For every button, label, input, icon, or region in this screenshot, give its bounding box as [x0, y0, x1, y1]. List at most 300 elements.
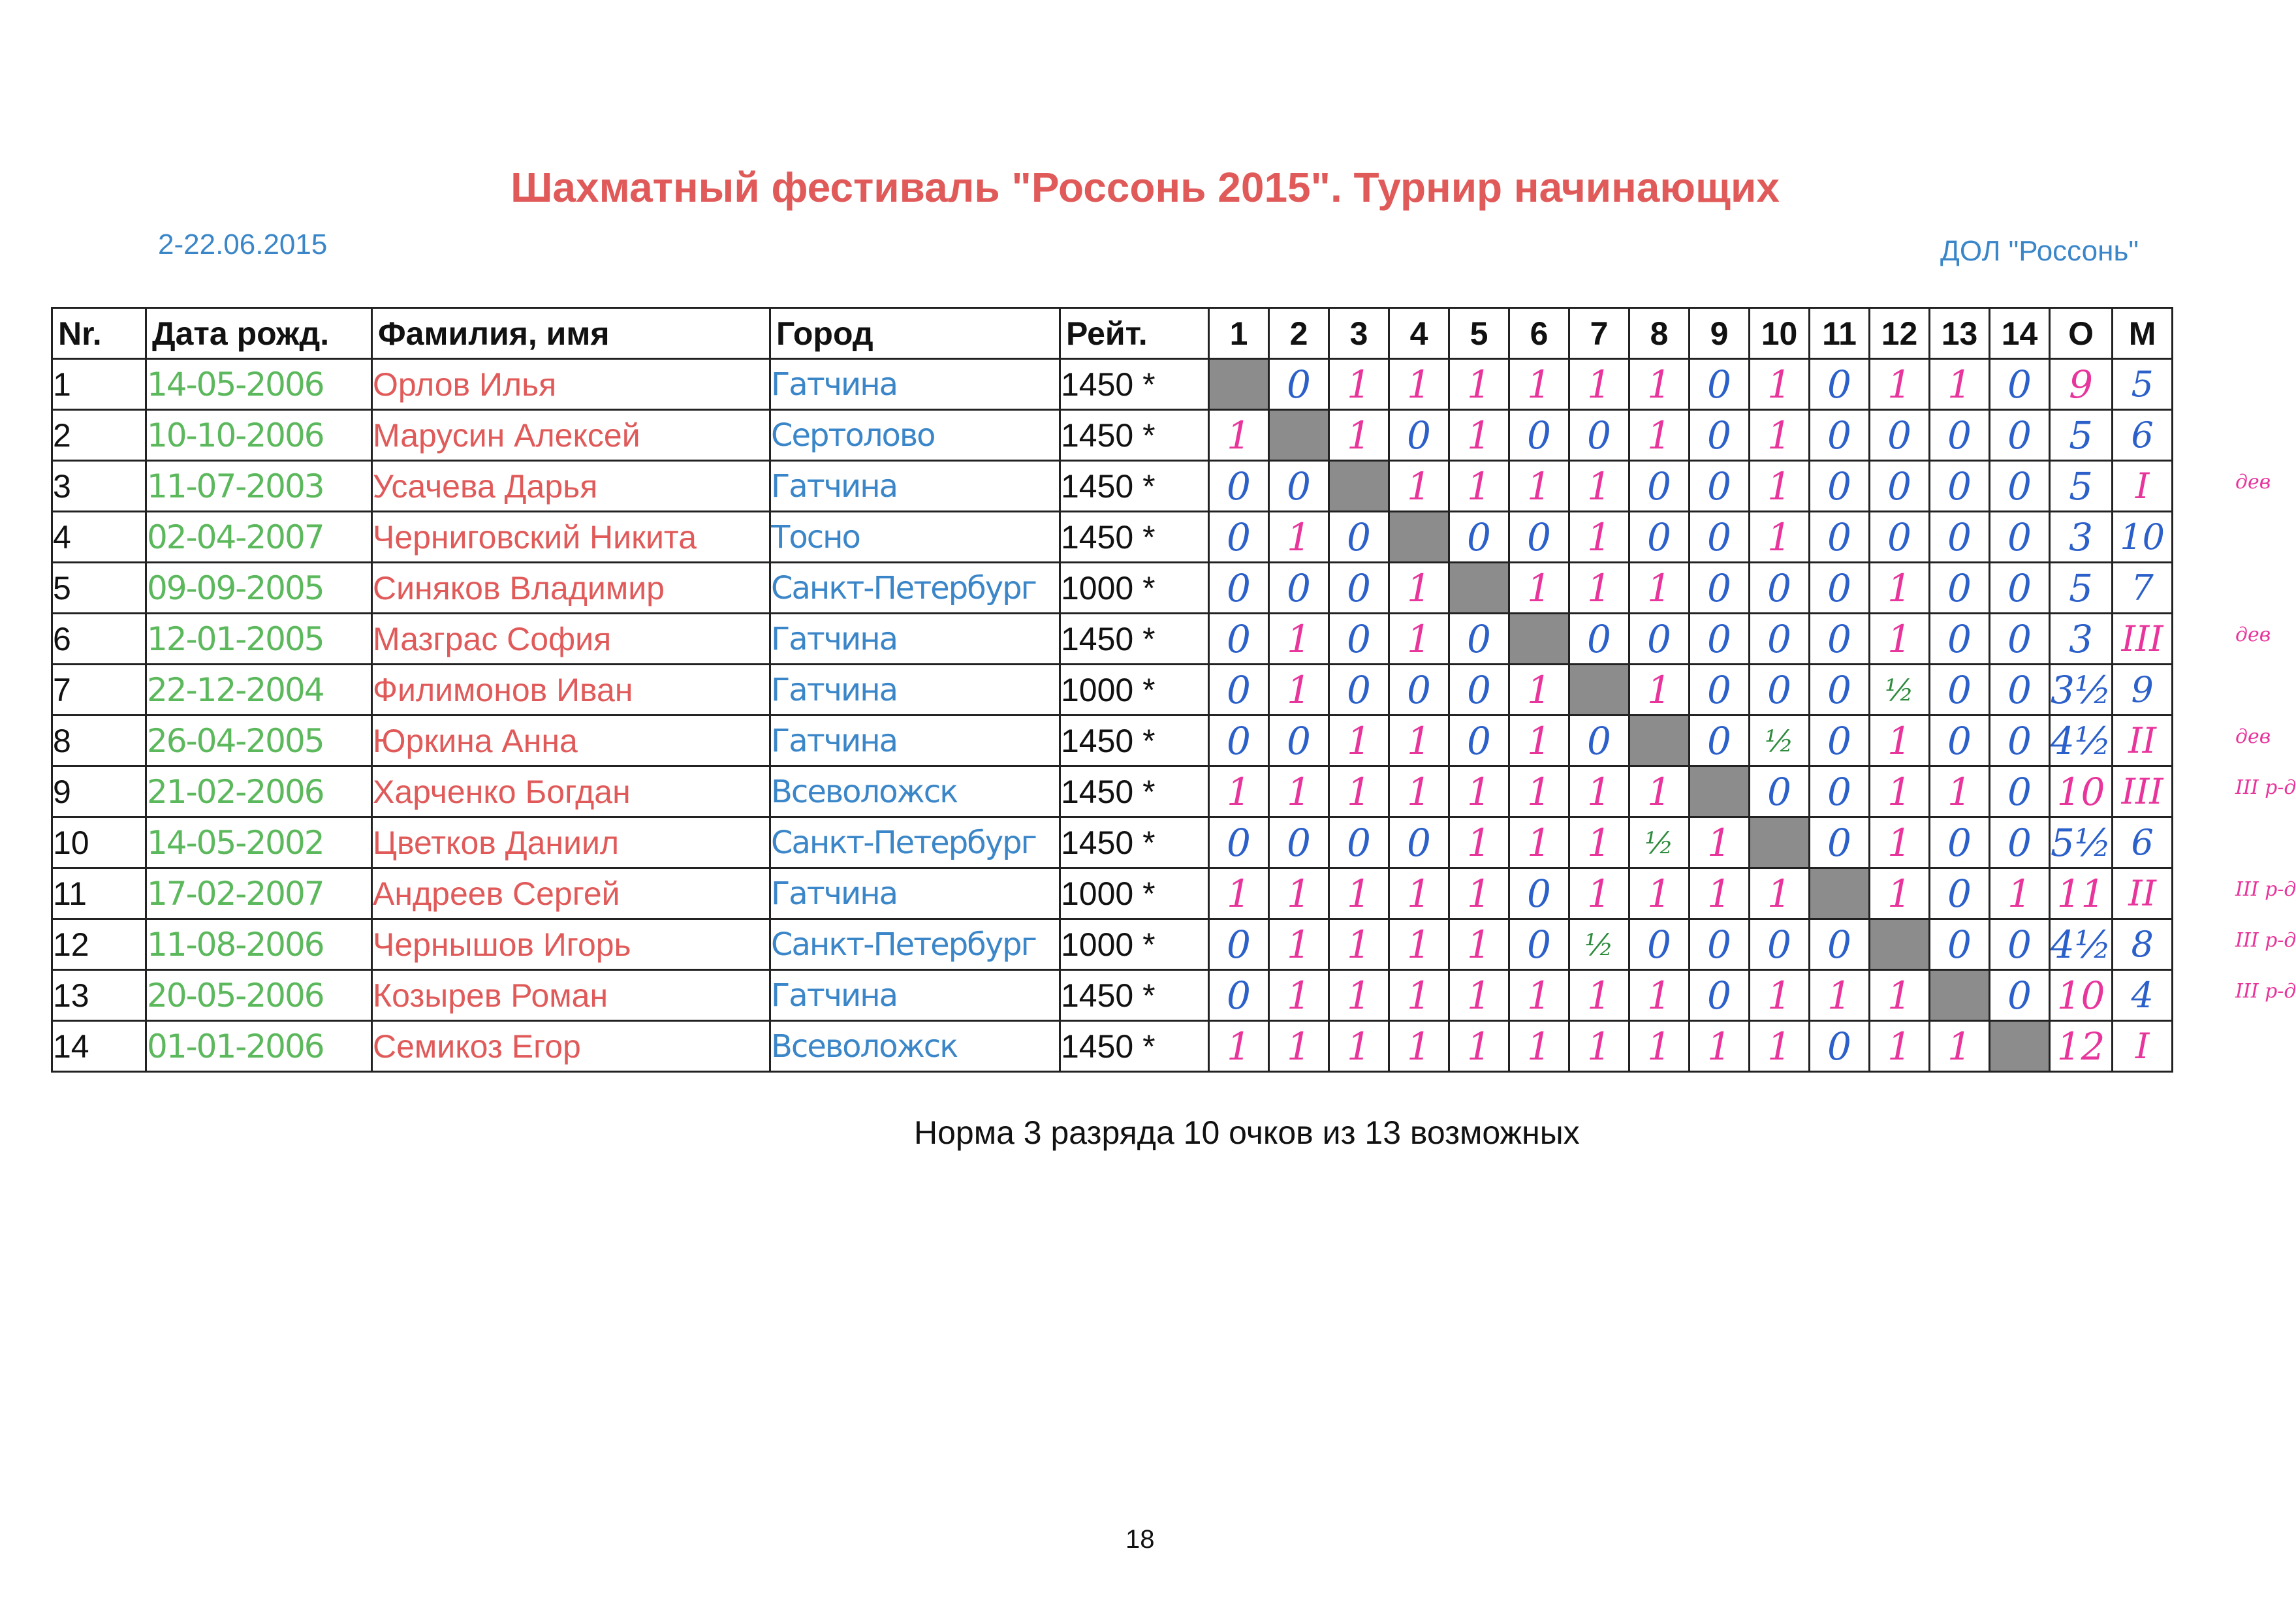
result-cell: 0 — [1690, 563, 1750, 614]
result-cell: 0 — [1209, 563, 1269, 614]
result-cell: 1 — [1750, 970, 1810, 1021]
result-cell: 1 — [1870, 868, 1930, 919]
result-cell: 0 — [1930, 563, 1990, 614]
result-cell: 1 — [1569, 868, 1629, 919]
result-cell: 1 — [1629, 410, 1690, 461]
col-rating-header: Рейт. — [1060, 308, 1209, 359]
result-cell: 0 — [1690, 919, 1750, 970]
result-cell: 0 — [1870, 512, 1930, 563]
place-cell: 4 — [2113, 970, 2173, 1021]
player-name: Синяков Владимир — [372, 563, 770, 614]
points-cell: 5 — [2050, 410, 2113, 461]
diagonal-cell — [1810, 868, 1870, 919]
result-cell: 1 — [1449, 919, 1509, 970]
col-city-header: Город — [770, 308, 1060, 359]
result-cell: 1 — [1930, 359, 1990, 410]
result-cell: 0 — [1990, 970, 2050, 1021]
result-cell: 1 — [1209, 410, 1269, 461]
result-cell: 0 — [1930, 665, 1990, 715]
points-cell: 11 — [2050, 868, 2113, 919]
place-cell: 8 — [2113, 919, 2173, 970]
margin-note: дев — [2235, 471, 2271, 494]
place-cell: III — [2113, 766, 2173, 817]
result-cell: 1 — [1569, 1021, 1629, 1072]
result-cell: 1 — [1509, 665, 1569, 715]
player-name: Андреев Сергей — [372, 868, 770, 919]
result-cell: 1 — [1389, 563, 1449, 614]
diagonal-cell — [1990, 1021, 2050, 1072]
result-cell: 0 — [1209, 715, 1269, 766]
result-cell: 0 — [1930, 868, 1990, 919]
result-cell: 0 — [1810, 665, 1870, 715]
result-cell: 1 — [1690, 868, 1750, 919]
result-cell: 1 — [1810, 970, 1870, 1021]
result-cell: 0 — [1569, 614, 1629, 665]
result-cell: 0 — [1509, 919, 1569, 970]
player-city: Гатчина — [770, 970, 1060, 1021]
player-city: Санкт-Петербург — [770, 919, 1060, 970]
result-cell: 0 — [1269, 715, 1329, 766]
player-number: 6 — [52, 614, 146, 665]
player-city: Гатчина — [770, 715, 1060, 766]
table-row — [52, 1021, 2173, 1072]
result-cell: 0 — [1509, 410, 1569, 461]
result-cell: 1 — [1269, 766, 1329, 817]
table-row — [52, 766, 2173, 817]
result-cell: 0 — [1329, 614, 1389, 665]
result-cell: 1 — [1389, 1021, 1449, 1072]
place-cell: 7 — [2113, 563, 2173, 614]
result-cell: 1 — [1629, 970, 1690, 1021]
result-cell: 0 — [1389, 665, 1449, 715]
result-cell: 1 — [1870, 563, 1930, 614]
result-cell: 1 — [1389, 970, 1449, 1021]
result-cell: 1 — [1449, 817, 1509, 868]
table-row — [52, 868, 2173, 919]
col-round-header: 10 — [1750, 308, 1810, 359]
result-cell: 0 — [1209, 512, 1269, 563]
result-cell: 0 — [1810, 766, 1870, 817]
place-cell: 5 — [2113, 359, 2173, 410]
player-number: 3 — [52, 461, 146, 512]
table-row — [52, 665, 2173, 715]
points-cell: 12 — [2050, 1021, 2113, 1072]
result-cell: 1 — [1629, 563, 1690, 614]
result-cell: 1 — [1509, 359, 1569, 410]
place-cell: II — [2113, 868, 2173, 919]
birth-date: 21-02-2006 — [146, 766, 372, 817]
result-cell: 0 — [1389, 410, 1449, 461]
result-cell: 1 — [1690, 817, 1750, 868]
table-row — [52, 970, 2173, 1021]
place-cell: I — [2113, 1021, 2173, 1072]
result-cell: 0 — [1930, 817, 1990, 868]
result-cell: 1 — [1389, 461, 1449, 512]
result-cell: 1 — [1329, 715, 1389, 766]
result-cell: 0 — [1810, 715, 1870, 766]
player-city: Санкт-Петербург — [770, 563, 1060, 614]
result-cell: 1 — [1269, 665, 1329, 715]
result-cell: 1 — [1509, 461, 1569, 512]
diagonal-cell — [1389, 512, 1449, 563]
col-round-header: 9 — [1690, 308, 1750, 359]
col-name-header: Фамилия, имя — [372, 308, 770, 359]
player-name: Харченко Богдан — [372, 766, 770, 817]
result-cell: 0 — [1990, 766, 2050, 817]
result-cell: 0 — [1810, 461, 1870, 512]
col-round-header: 7 — [1569, 308, 1629, 359]
player-name: Черниговский Никита — [372, 512, 770, 563]
result-cell: 1 — [1569, 817, 1629, 868]
norm-note: Норма 3 разряда 10 очков из 13 возможных — [914, 1114, 1580, 1151]
result-cell: 0 — [1810, 512, 1870, 563]
result-cell: 1 — [1389, 919, 1449, 970]
result-cell: 0 — [1750, 563, 1810, 614]
table-row — [52, 410, 2173, 461]
result-cell: 1 — [1389, 766, 1449, 817]
result-cell: 1 — [1329, 410, 1389, 461]
result-cell: 0 — [1810, 410, 1870, 461]
result-cell: 0 — [1209, 665, 1269, 715]
col-dob-header: Дата рожд. — [146, 308, 372, 359]
margin-note: дев — [2235, 623, 2271, 646]
player-number: 4 — [52, 512, 146, 563]
diagonal-cell — [1209, 359, 1269, 410]
margin-note: III р-д — [2235, 929, 2296, 952]
result-cell: 1 — [1209, 868, 1269, 919]
result-cell: 1 — [1389, 715, 1449, 766]
result-cell: 0 — [1449, 715, 1509, 766]
result-cell: 1 — [1449, 766, 1509, 817]
result-cell: 0 — [1269, 817, 1329, 868]
result-cell: 1 — [1449, 410, 1509, 461]
result-cell: 0 — [1990, 919, 2050, 970]
result-cell: 0 — [1690, 715, 1750, 766]
result-cell: 1 — [1629, 359, 1690, 410]
player-number: 7 — [52, 665, 146, 715]
player-city: Санкт-Петербург — [770, 817, 1060, 868]
result-cell: 1 — [1329, 766, 1389, 817]
result-cell: 0 — [1269, 359, 1329, 410]
points-cell: 5 — [2050, 563, 2113, 614]
diagonal-cell — [1569, 665, 1629, 715]
player-rating: 1450 * — [1060, 766, 1209, 817]
player-number: 2 — [52, 410, 146, 461]
result-cell: 0 — [1209, 614, 1269, 665]
result-cell: 0 — [1449, 665, 1509, 715]
result-cell: 0 — [1810, 359, 1870, 410]
diagonal-cell — [1329, 461, 1389, 512]
result-cell: 0 — [1629, 512, 1690, 563]
result-cell: 1 — [1930, 1021, 1990, 1072]
result-cell: 1 — [1209, 766, 1269, 817]
result-cell: 0 — [1509, 868, 1569, 919]
crosstable-body — [52, 359, 2173, 1072]
player-city: Гатчина — [770, 868, 1060, 919]
result-cell: 1 — [1329, 868, 1389, 919]
player-rating: 1450 * — [1060, 410, 1209, 461]
result-cell: 1 — [1509, 970, 1569, 1021]
result-cell: 0 — [1269, 563, 1329, 614]
player-number: 10 — [52, 817, 146, 868]
table-row — [52, 919, 2173, 970]
result-cell: ½ — [1569, 919, 1629, 970]
birth-date: 11-07-2003 — [146, 461, 372, 512]
page-number: 18 — [1125, 1525, 1155, 1554]
result-cell: 1 — [1750, 1021, 1810, 1072]
result-cell: 1 — [1750, 461, 1810, 512]
result-cell: 1 — [1269, 970, 1329, 1021]
player-name: Семикоз Егор — [372, 1021, 770, 1072]
player-city: Гатчина — [770, 359, 1060, 410]
player-city: Всеволожск — [770, 1021, 1060, 1072]
col-points-header: О — [2050, 308, 2113, 359]
points-cell: 4½ — [2050, 715, 2113, 766]
player-rating: 1450 * — [1060, 614, 1209, 665]
result-cell: 1 — [1449, 1021, 1509, 1072]
result-cell: 1 — [1870, 1021, 1930, 1072]
player-name: Филимонов Иван — [372, 665, 770, 715]
result-cell: 1 — [1690, 1021, 1750, 1072]
result-cell: 1 — [1750, 868, 1810, 919]
result-cell: 1 — [1750, 410, 1810, 461]
points-cell: 9 — [2050, 359, 2113, 410]
result-cell: 0 — [1990, 817, 2050, 868]
result-cell: 1 — [1629, 665, 1690, 715]
diagonal-cell — [1509, 614, 1569, 665]
result-cell: 0 — [1329, 512, 1389, 563]
result-cell: 1 — [1329, 919, 1389, 970]
result-cell: 0 — [1329, 817, 1389, 868]
result-cell: 0 — [1629, 461, 1690, 512]
birth-date: 17-02-2007 — [146, 868, 372, 919]
place-cell: II — [2113, 715, 2173, 766]
player-city: Гатчина — [770, 461, 1060, 512]
result-cell: 1 — [1269, 614, 1329, 665]
result-cell: 1 — [1629, 868, 1690, 919]
player-number: 14 — [52, 1021, 146, 1072]
result-cell: 1 — [1870, 715, 1930, 766]
tournament-venue: ДОЛ "Россонь" — [1940, 235, 2139, 267]
result-cell: 1 — [1629, 1021, 1690, 1072]
result-cell: 1 — [1329, 1021, 1389, 1072]
result-cell: 0 — [1690, 461, 1750, 512]
result-cell: 1 — [1569, 461, 1629, 512]
result-cell: 1 — [1509, 715, 1569, 766]
result-cell: 0 — [1810, 1021, 1870, 1072]
result-cell: 0 — [1329, 665, 1389, 715]
player-name: Орлов Илья — [372, 359, 770, 410]
result-cell: 0 — [1930, 410, 1990, 461]
result-cell: 1 — [1209, 1021, 1269, 1072]
result-cell: 0 — [1690, 614, 1750, 665]
player-rating: 1000 * — [1060, 563, 1209, 614]
player-rating: 1000 * — [1060, 919, 1209, 970]
col-round-header: 3 — [1329, 308, 1389, 359]
result-cell: 1 — [1389, 868, 1449, 919]
player-rating: 1450 * — [1060, 970, 1209, 1021]
player-number: 9 — [52, 766, 146, 817]
points-cell: 3 — [2050, 512, 2113, 563]
result-cell: 1 — [1870, 614, 1930, 665]
result-cell: 1 — [1269, 919, 1329, 970]
result-cell: 0 — [1990, 665, 2050, 715]
margin-note: III р-д — [2235, 776, 2296, 799]
result-cell: 1 — [1629, 766, 1690, 817]
birth-date: 26-04-2005 — [146, 715, 372, 766]
birth-date: 22-12-2004 — [146, 665, 372, 715]
col-round-header: 2 — [1269, 308, 1329, 359]
player-number: 1 — [52, 359, 146, 410]
table-row — [52, 512, 2173, 563]
diagonal-cell — [1870, 919, 1930, 970]
result-cell: 0 — [1870, 410, 1930, 461]
result-cell: 0 — [1569, 410, 1629, 461]
result-cell: 0 — [1810, 614, 1870, 665]
result-cell: 1 — [1750, 359, 1810, 410]
result-cell: 1 — [1269, 868, 1329, 919]
col-nr-header: Nr. — [52, 308, 146, 359]
result-cell: 1 — [1449, 461, 1509, 512]
result-cell: 0 — [1750, 766, 1810, 817]
place-cell: 6 — [2113, 410, 2173, 461]
result-cell: 1 — [1509, 766, 1569, 817]
diagonal-cell — [1930, 970, 1990, 1021]
birth-date: 20-05-2006 — [146, 970, 372, 1021]
result-cell: 0 — [1449, 512, 1509, 563]
result-cell: 1 — [1509, 563, 1569, 614]
player-rating: 1450 * — [1060, 817, 1209, 868]
result-cell: 1 — [1389, 614, 1449, 665]
result-cell: 1 — [1569, 563, 1629, 614]
col-round-header: 11 — [1810, 308, 1870, 359]
points-cell: 4½ — [2050, 919, 2113, 970]
diagonal-cell — [1690, 766, 1750, 817]
col-round-header: 13 — [1930, 308, 1990, 359]
player-name: Усачева Дарья — [372, 461, 770, 512]
place-cell: 10 — [2113, 512, 2173, 563]
margin-note: III р-д — [2235, 980, 2296, 1003]
result-cell: 1 — [1870, 359, 1930, 410]
place-cell: III — [2113, 614, 2173, 665]
result-cell: 1 — [1569, 359, 1629, 410]
player-name: Цветков Даниил — [372, 817, 770, 868]
result-cell: 1 — [1269, 512, 1329, 563]
result-cell: ½ — [1750, 715, 1810, 766]
crosstable — [51, 307, 2173, 1073]
result-cell: ½ — [1870, 665, 1930, 715]
result-cell: 1 — [1990, 868, 2050, 919]
result-cell: 1 — [1569, 512, 1629, 563]
result-cell: 1 — [1870, 766, 1930, 817]
margin-note: дев — [2235, 725, 2271, 748]
result-cell: 0 — [1209, 919, 1269, 970]
player-city: Гатчина — [770, 665, 1060, 715]
result-cell: 0 — [1930, 614, 1990, 665]
tournament-title: Шахматный фестиваль "Россонь 2015". Турнир начинающих — [511, 164, 1780, 211]
result-cell: 1 — [1870, 970, 1930, 1021]
points-cell: 10 — [2050, 766, 2113, 817]
player-number: 8 — [52, 715, 146, 766]
col-round-header: 12 — [1870, 308, 1930, 359]
result-cell: 0 — [1509, 512, 1569, 563]
result-cell: 0 — [1810, 919, 1870, 970]
birth-date: 12-01-2005 — [146, 614, 372, 665]
result-cell: 0 — [1209, 817, 1269, 868]
result-cell: 1 — [1449, 970, 1509, 1021]
player-rating: 1000 * — [1060, 868, 1209, 919]
tournament-dates: 2-22.06.2015 — [158, 228, 328, 260]
result-cell: 0 — [1209, 970, 1269, 1021]
result-cell: 0 — [1690, 410, 1750, 461]
diagonal-cell — [1750, 817, 1810, 868]
result-cell: 1 — [1449, 868, 1509, 919]
player-name: Чернышов Игорь — [372, 919, 770, 970]
player-rating: 1450 * — [1060, 715, 1209, 766]
player-city: Сертолово — [770, 410, 1060, 461]
table-row — [52, 563, 2173, 614]
result-cell: 0 — [1810, 817, 1870, 868]
player-number: 5 — [52, 563, 146, 614]
points-cell: 3 — [2050, 614, 2113, 665]
result-cell: 0 — [1990, 715, 2050, 766]
player-city: Всеволожск — [770, 766, 1060, 817]
col-round-header: 1 — [1209, 308, 1269, 359]
result-cell: 1 — [1329, 359, 1389, 410]
table-row — [52, 614, 2173, 665]
player-city: Тосно — [770, 512, 1060, 563]
points-cell: 5 — [2050, 461, 2113, 512]
player-rating: 1450 * — [1060, 512, 1209, 563]
result-cell: 0 — [1690, 359, 1750, 410]
result-cell: 0 — [1690, 970, 1750, 1021]
table-row — [52, 359, 2173, 410]
result-cell: 0 — [1930, 715, 1990, 766]
diagonal-cell — [1269, 410, 1329, 461]
result-cell: ½ — [1629, 817, 1690, 868]
result-cell: 0 — [1930, 512, 1990, 563]
result-cell: 0 — [1690, 665, 1750, 715]
result-cell: 0 — [1329, 563, 1389, 614]
result-cell: 0 — [1870, 461, 1930, 512]
place-cell: 6 — [2113, 817, 2173, 868]
result-cell: 0 — [1990, 410, 2050, 461]
birth-date: 14-05-2006 — [146, 359, 372, 410]
player-number: 12 — [52, 919, 146, 970]
diagonal-cell — [1449, 563, 1509, 614]
result-cell: 1 — [1569, 766, 1629, 817]
birth-date: 11-08-2006 — [146, 919, 372, 970]
result-cell: 1 — [1750, 512, 1810, 563]
result-cell: 0 — [1209, 461, 1269, 512]
table-row — [52, 715, 2173, 766]
col-place-header: М — [2113, 308, 2173, 359]
result-cell: 1 — [1269, 1021, 1329, 1072]
result-cell: 0 — [1990, 563, 2050, 614]
result-cell: 0 — [1629, 919, 1690, 970]
place-cell: 9 — [2113, 665, 2173, 715]
player-name: Марусин Алексей — [372, 410, 770, 461]
result-cell: 0 — [1750, 614, 1810, 665]
player-name: Юркина Анна — [372, 715, 770, 766]
birth-date: 14-05-2002 — [146, 817, 372, 868]
result-cell: 1 — [1329, 970, 1389, 1021]
result-cell: 1 — [1389, 359, 1449, 410]
player-name: Мазграс София — [372, 614, 770, 665]
result-cell: 0 — [1930, 919, 1990, 970]
player-rating: 1450 * — [1060, 359, 1209, 410]
result-cell: 1 — [1870, 817, 1930, 868]
